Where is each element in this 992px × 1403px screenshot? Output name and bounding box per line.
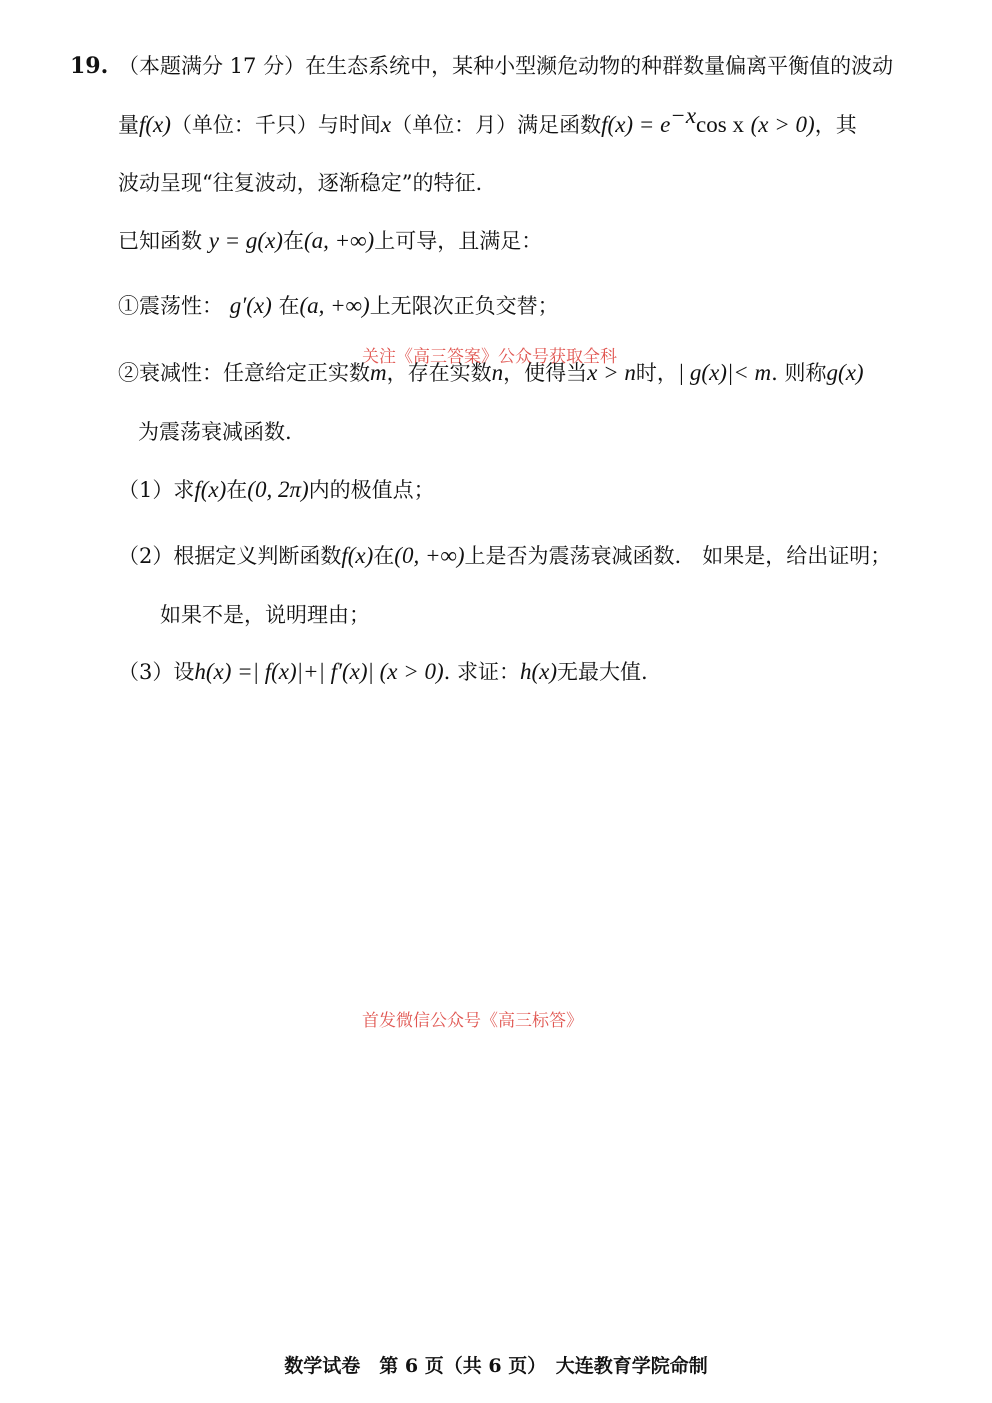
known-text-a: 已知函数 — [118, 229, 202, 253]
condition-2-cont-line — [138, 418, 292, 446]
intro-text-2c: （单位：月）满足函数 — [391, 113, 602, 137]
page-footer: 数学试卷 第 6 页（共 6 页） 大连教育学院命制 — [284, 1355, 708, 1377]
g-x-symbol: g(x) — [826, 360, 864, 385]
intro-line-1 — [118, 52, 893, 80]
condition-2-text-b: ，存在实数 — [386, 361, 492, 385]
part-2-text-d: 如果不是，说明理由； — [160, 603, 370, 627]
condition-2-line — [118, 359, 864, 387]
part-2-text-a: （2）根据定义判断函数 — [118, 544, 342, 568]
known-text-c: 上可导，且满足： — [374, 229, 543, 253]
intro-text-1: （本题满分 17 分）在生态系统中，某种小型濒危动物的种群数量偏离平衡值的波动 — [118, 54, 894, 78]
part-3-line — [118, 658, 648, 686]
m-symbol: m — [370, 360, 387, 385]
domain-condition: (x > 0) — [750, 112, 815, 137]
known-line — [118, 227, 542, 255]
part-2-text-b: 在 — [373, 544, 395, 568]
condition-2-text-c: ，使得当 — [503, 361, 588, 385]
part-1-text-b: 在 — [226, 478, 248, 502]
watermark-middle: 首发微信公众号《高三标答》 — [362, 1011, 583, 1031]
watermark-top: 关注《高三答案》公众号获取全科 — [362, 347, 617, 367]
part-1-line — [118, 476, 435, 504]
part-1-text-a: （1）求 — [118, 478, 195, 502]
h-definition: h(x) =| f(x)|+| f′(x)| (x > 0) — [194, 659, 444, 684]
part-1-text-c: 内的极值点； — [308, 478, 435, 502]
question-number: 19. — [70, 53, 109, 79]
condition-2-text-f: 为震荡衰减函数. — [138, 420, 292, 444]
part-3-text-a: （3）设 — [118, 660, 195, 684]
f-x-symbol-p2: f(x) — [341, 543, 374, 568]
function-formula-left: f(x) = e — [601, 112, 671, 137]
interval-0-2pi: (0, 2π) — [247, 477, 309, 502]
intro-line-2 — [118, 103, 857, 139]
function-exponent: −x — [670, 103, 697, 128]
condition-1-text-b: 在 — [278, 294, 300, 318]
part-2-text-c: 上是否为震荡衰减函数. 如果是，给出证明； — [464, 544, 892, 568]
condition-1-line — [118, 292, 559, 320]
condition-1-text-c: 上无限次正负交替； — [369, 294, 559, 318]
n-symbol: n — [491, 360, 504, 385]
part-2-line — [118, 542, 891, 570]
part-3-text-c: 无最大值. — [557, 660, 648, 684]
g-prime-symbol: g′(x) — [229, 293, 272, 318]
condition-1-label: ①震荡性： — [118, 294, 223, 318]
intro-text-2b: （单位：千只）与时间 — [170, 113, 381, 137]
x-gt-n: x > n — [587, 360, 636, 385]
intro-text-2d: ，其 — [814, 113, 857, 137]
intro-text-3: 波动呈现“往复波动，逐渐稳定”的特征. — [118, 171, 483, 195]
condition-2-text-e: . 则称 — [771, 361, 827, 385]
h-x-symbol: h(x) — [520, 659, 558, 684]
condition-2-text-a: ②衰减性：任意给定正实数 — [118, 361, 370, 385]
part-3-text-b: . 求证： — [443, 660, 521, 684]
function-formula-right: cos x — [696, 112, 744, 137]
intro-text-2a: 量 — [118, 113, 139, 137]
f-x-symbol-p1: f(x) — [194, 477, 227, 502]
abs-g-lt-m: | g(x)|< m — [677, 360, 772, 385]
f-x-symbol: f(x) — [139, 112, 171, 137]
x-symbol: x — [380, 112, 392, 137]
interval-0-inf: (0, +∞) — [394, 543, 465, 568]
known-text-b: 在 — [282, 229, 304, 253]
y-eq-g-formula: y = g(x) — [208, 228, 283, 253]
interval-a-inf: (a, +∞) — [303, 228, 375, 253]
interval-a-inf-2: (a, +∞) — [299, 293, 370, 318]
condition-2-text-d: 时， — [635, 361, 678, 385]
part-2-cont-line — [160, 601, 370, 629]
intro-line-3 — [118, 169, 482, 197]
